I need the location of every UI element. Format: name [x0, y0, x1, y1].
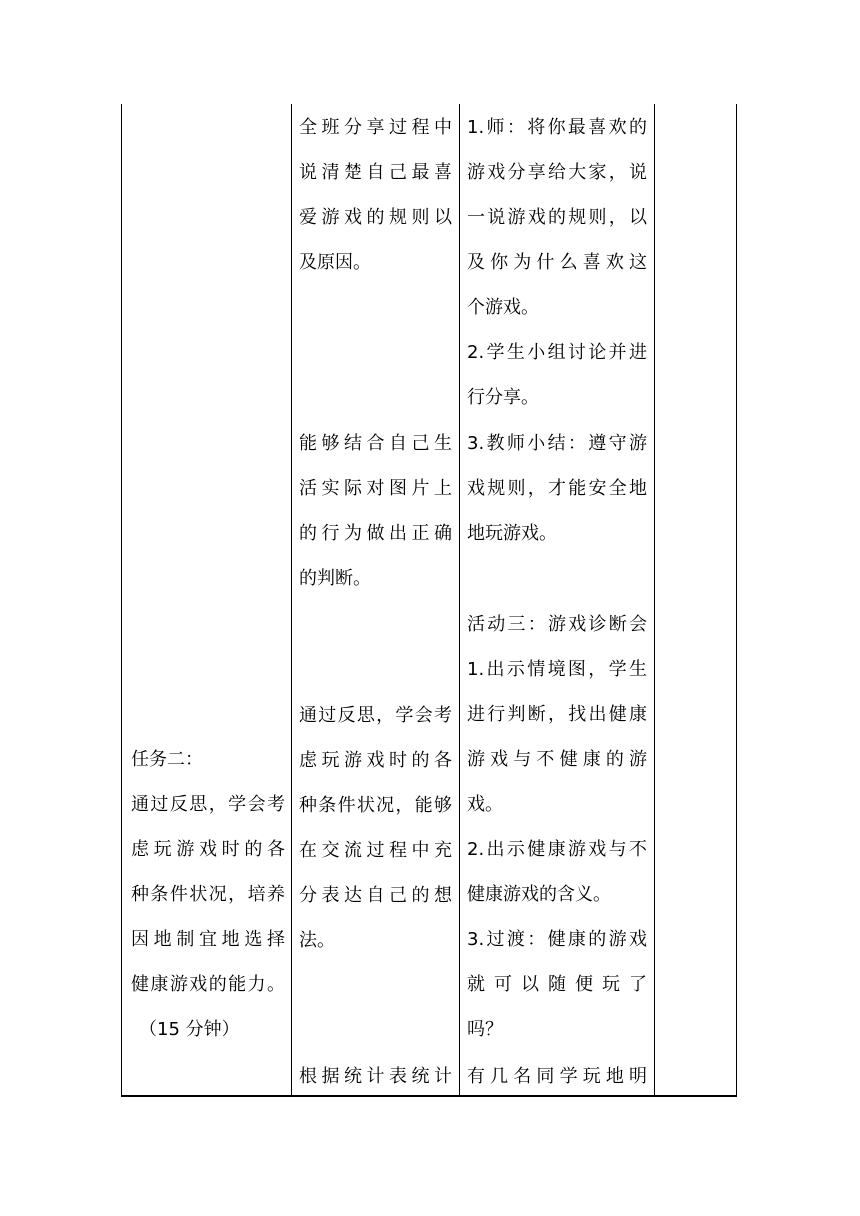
task-line: 虑玩游戏时的各 — [131, 839, 285, 860]
evaluation-line: 通过反思，学会考 — [299, 705, 452, 726]
activity-line: 3.教师小结：遵守游 — [467, 433, 647, 454]
activity-line: 戏。 — [467, 794, 503, 815]
activity-line: 个游戏。 — [467, 297, 539, 318]
evaluation-cell — [299, 104, 452, 1094]
evaluation-line: 活实际对图片上 — [299, 478, 452, 499]
activity-line: 游戏与不健康的游 — [467, 749, 647, 770]
activity-line: 行分享。 — [467, 387, 539, 408]
evaluation-line: 爱游戏的规则以 — [299, 207, 452, 228]
task-line: 任务二： — [131, 749, 203, 770]
evaluation-line: 种条件状况，能够 — [299, 795, 452, 816]
table-divider-3 — [654, 104, 655, 1097]
remarks-cell — [662, 104, 728, 1094]
evaluation-line: 在交流过程中充 — [299, 840, 452, 861]
task-line: 健康游戏的能力。 — [131, 974, 285, 995]
evaluation-line: 的行为做出正确 — [299, 523, 452, 544]
activity-line: 3.过渡：健康的游戏 — [467, 929, 647, 950]
evaluation-line: 说清楚自己最喜 — [299, 162, 452, 183]
activity-line: 地玩游戏。 — [467, 523, 557, 544]
activity-line: 有几名同学玩地明 — [467, 1066, 647, 1087]
evaluation-line: 全班分享过程中 — [299, 117, 452, 138]
lesson-plan-table — [121, 104, 737, 1097]
activity-line: 1.出示情境图，学生 — [467, 659, 647, 680]
activity-line: 一说游戏的规则，以 — [467, 207, 647, 228]
evaluation-line: 及原因。 — [299, 252, 371, 273]
activity-line: 2.学生小组讨论并进 — [467, 342, 647, 363]
activity-line: 进行判断，找出健康 — [467, 704, 647, 725]
evaluation-line: 的判断。 — [299, 568, 371, 589]
activity-heading: 活动三：游戏诊断会 — [467, 614, 647, 635]
evaluation-line: 分表达自己的想 — [299, 885, 452, 906]
table-divider-1 — [291, 104, 292, 1097]
table-border-left — [121, 104, 122, 1097]
activity-line: 1.师：将你最喜欢的 — [467, 117, 647, 138]
evaluation-line: 根据统计表统计 — [299, 1066, 452, 1087]
activity-line: 及你为什么喜欢这 — [467, 252, 647, 273]
task-objective-cell — [131, 104, 285, 1094]
table-border-right — [736, 104, 737, 1097]
activity-line: 就可以随便玩了 — [467, 974, 647, 995]
activity-line: 吗？ — [467, 1019, 503, 1040]
task-duration: （15 分钟） — [139, 1019, 240, 1040]
evaluation-line: 能够结合自己生 — [299, 433, 452, 454]
activity-line: 2.出示健康游戏与不 — [467, 839, 647, 860]
task-line: 通过反思，学会考 — [131, 794, 285, 815]
evaluation-line: 虑玩游戏时的各 — [299, 750, 452, 771]
activity-line: 游戏分享给大家，说 — [467, 162, 647, 183]
task-line: 因地制宜地选择 — [131, 929, 285, 950]
activity-line: 健康游戏的含义。 — [467, 884, 611, 905]
evaluation-line: 法。 — [299, 930, 335, 951]
task-line: 种条件状况，培养 — [131, 884, 285, 905]
activity-cell — [467, 104, 647, 1094]
activity-line: 戏规则，才能安全地 — [467, 478, 647, 499]
table-divider-2 — [459, 104, 460, 1097]
